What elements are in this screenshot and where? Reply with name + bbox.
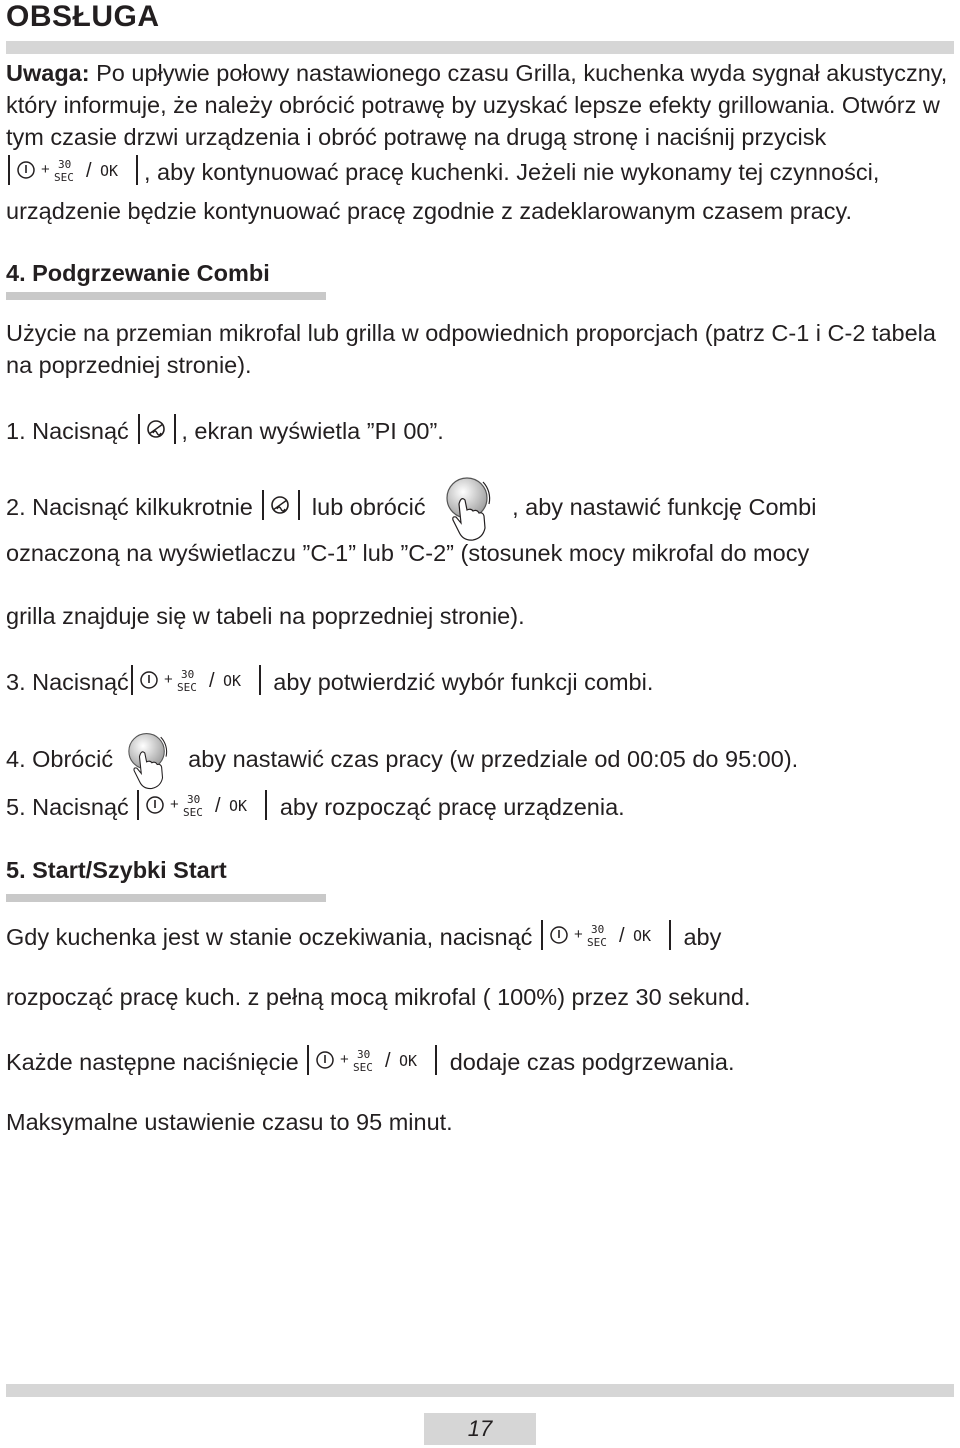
- symbol-30: 30: [187, 793, 201, 806]
- note-text-2: , aby kontynuować pracę kuchenki. Jeżeli nie wykonamy tej czynności, urządzenie będzie kontynuować pracę zgodnie z zadeklarowanym czasem pracy.: [6, 159, 880, 224]
- section-5-line-1: [6, 918, 721, 960]
- symbol-sec: SEC: [586, 936, 607, 949]
- symbol-slash: /: [86, 160, 92, 182]
- symbol-plus: +: [41, 161, 50, 178]
- step-4-text-a: 4. Obrócić: [6, 746, 120, 773]
- page-title: OBSŁUGA: [6, 0, 160, 33]
- knob-turn-icon: [120, 726, 182, 796]
- step-2-text-a: 2. Nacisnąć kilkukrotnie: [6, 494, 260, 521]
- symbol-sec: SEC: [183, 806, 204, 819]
- symbol-slash: /: [215, 795, 221, 817]
- knob-turn-icon: [432, 474, 512, 544]
- page-number: 17: [424, 1413, 536, 1445]
- section-5-text-3b: dodaje czas podgrzewania.: [443, 1049, 735, 1076]
- section-5-line-2: rozpocząć pracę kuch. z pełną mocą mikrofal ( 100%) przez 30 sekund.: [6, 984, 751, 1010]
- start-30sec-ok-icon: [6, 153, 144, 195]
- step-5-text-b: aby rozpocząć pracę urządzenia.: [273, 794, 625, 821]
- symbol-ok: OK: [100, 162, 119, 180]
- step-2-line-3: grilla znajduje się w tabeli na poprzedniej stronie).: [6, 603, 525, 629]
- symbol-30: 30: [180, 668, 195, 681]
- step-4: [6, 726, 798, 796]
- step-2: [6, 474, 816, 544]
- symbol-plus: +: [170, 796, 180, 813]
- section-4-underline: [6, 292, 326, 300]
- step-5-text-a: 5. Nacisnąć: [6, 794, 136, 821]
- start-30sec-ok-icon: [305, 1043, 443, 1085]
- grill-combi-icon: [259, 488, 305, 530]
- start-30sec-ok-icon: [129, 663, 267, 705]
- section-5-heading: 5. Start/Szybki Start: [6, 857, 227, 883]
- section-5-line-4: Maksymalne ustawienie czasu to 95 minut.: [6, 1109, 453, 1135]
- step-4-text-b: aby nastawić czas pracy (w przedziale od 00:05 do 95:00).: [181, 746, 799, 773]
- note-paragraph: [6, 57, 951, 227]
- step-2-line-2: oznaczoną na wyświetlaczu ”C-1” lub ”C-2” (stosunek mocy mikrofal do mocy: [6, 540, 810, 566]
- step-5: [6, 788, 625, 830]
- top-divider: [6, 41, 954, 54]
- grill-combi-icon: [135, 412, 181, 454]
- step-3-text-b: aby potwierdzić wybór funkcji combi.: [266, 669, 654, 696]
- step-3: [6, 663, 653, 705]
- symbol-sec: SEC: [176, 681, 197, 694]
- step-1-text-b: , ekran wyświetla ”PI 00”.: [181, 418, 444, 445]
- symbol-ok: OK: [229, 797, 248, 815]
- symbol-ok: OK: [222, 672, 241, 690]
- step-2-text-b: lub obrócić: [305, 494, 433, 521]
- step-3-text-a: 3. Nacisnąć: [6, 669, 129, 696]
- section-4-intro: Użycie na przemian mikrofal lub grilla w odpowiednich proporcjach (patrz C-1 i C-2 tabela na poprzedniej stronie).: [6, 320, 936, 378]
- symbol-slash: /: [208, 670, 215, 692]
- symbol-30: 30: [590, 923, 605, 936]
- note-text-1: Po upływie połowy nastawionego czasu Grilla, kuchenka wyda sygnał akustyczny, który informuje, że należy obrócić potrawę by uzyskać lepsze efekty grillowania. Otwórz w tym czasie drzwi urządzenia i obróć potrawę na drugą stronę i naciśnij przycisk: [6, 60, 948, 150]
- symbol-ok: OK: [632, 927, 652, 945]
- section-5-text-1a: Gdy kuchenka jest w stanie oczekiwania, nacisnąć: [6, 924, 539, 951]
- symbol-30: 30: [58, 158, 72, 171]
- symbol-plus: +: [340, 1051, 349, 1068]
- symbol-slash: /: [385, 1050, 391, 1072]
- symbol-sec: SEC: [54, 171, 74, 184]
- symbol-30: 30: [357, 1048, 371, 1061]
- step-1: [6, 412, 444, 454]
- step-2-text-c: , aby nastawić funkcję Combi: [512, 494, 817, 521]
- symbol-slash: /: [618, 925, 625, 947]
- section-4-heading: 4. Podgrzewanie Combi: [6, 260, 270, 286]
- symbol-plus: +: [163, 671, 173, 688]
- symbol-ok: OK: [399, 1052, 418, 1070]
- symbol-plus: +: [573, 926, 583, 943]
- section-5-text-3a: Każde następne naciśnięcie: [6, 1049, 306, 1076]
- section-5-underline: [6, 894, 326, 902]
- start-30sec-ok-icon: [135, 788, 273, 830]
- step-1-text-a: 1. Nacisnąć: [6, 418, 136, 445]
- section-5-text-1b: aby: [676, 924, 722, 951]
- note-label: Uwaga:: [6, 60, 90, 86]
- section-5-line-3: [6, 1043, 735, 1085]
- start-30sec-ok-icon: [539, 918, 677, 960]
- symbol-sec: SEC: [353, 1061, 374, 1074]
- bottom-divider: [6, 1384, 954, 1397]
